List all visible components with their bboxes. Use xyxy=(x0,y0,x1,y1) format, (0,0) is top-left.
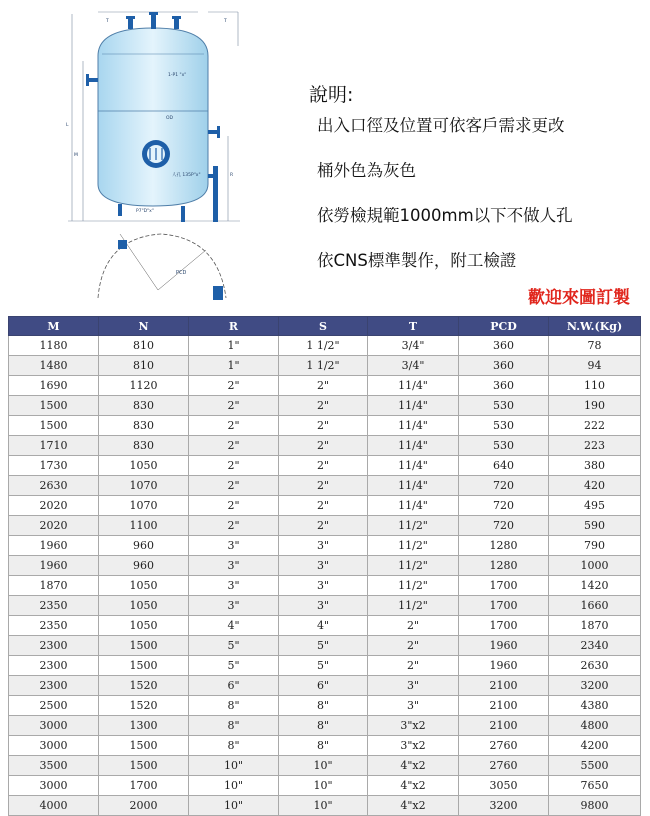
table-cell: 10" xyxy=(189,776,279,796)
table-row xyxy=(9,596,641,616)
table-cell: 720 xyxy=(459,496,549,516)
table-cell: 1480 xyxy=(9,356,99,376)
note-line: 依CNS標準製作，附工檢證 xyxy=(317,251,517,270)
table-cell: 2760 xyxy=(459,736,549,756)
table-cell: 4"x2 xyxy=(368,796,459,816)
table-cell: 223 xyxy=(549,436,641,456)
table-cell: 3" xyxy=(189,536,279,556)
table-cell: 790 xyxy=(549,536,641,556)
table-cell: 10" xyxy=(279,776,368,796)
table-cell: 1120 xyxy=(99,376,189,396)
pcd-label: PCD xyxy=(176,270,187,276)
table-cell: 11/4" xyxy=(368,476,459,496)
header-s: S xyxy=(279,317,368,336)
table-cell: 2000 xyxy=(99,796,189,816)
table-cell: 2" xyxy=(279,436,368,456)
table-cell: 2300 xyxy=(9,656,99,676)
table-cell: 1500 xyxy=(99,736,189,756)
table-cell: 11/4" xyxy=(368,496,459,516)
table-cell: 1500 xyxy=(9,396,99,416)
table-cell: 8" xyxy=(279,696,368,716)
table-cell: 1" xyxy=(189,336,279,356)
table-cell: 530 xyxy=(459,416,549,436)
table-cell: 3" xyxy=(279,556,368,576)
table-cell: 960 xyxy=(99,556,189,576)
table-cell: 1180 xyxy=(9,336,99,356)
table-cell: 1520 xyxy=(99,676,189,696)
table-cell: 2300 xyxy=(9,676,99,696)
foot-label: P7"D"x" xyxy=(136,209,154,214)
table-cell: 1280 xyxy=(459,536,549,556)
table-cell: 2100 xyxy=(459,676,549,696)
table-row xyxy=(9,696,641,716)
table-cell: 4380 xyxy=(549,696,641,716)
table-cell: 3200 xyxy=(459,796,549,816)
table-row xyxy=(9,556,641,576)
notes-panel xyxy=(305,80,635,293)
table-cell: 4"x2 xyxy=(368,756,459,776)
notes-title: 說明: xyxy=(309,84,354,106)
table-row xyxy=(9,616,641,636)
table-row xyxy=(9,636,641,656)
table-cell: 3500 xyxy=(9,756,99,776)
table-row xyxy=(9,576,641,596)
table-cell: 10" xyxy=(279,796,368,816)
table-cell: 1700 xyxy=(459,616,549,636)
table-cell: 3" xyxy=(368,676,459,696)
table-cell: 3" xyxy=(189,596,279,616)
table-cell: 2100 xyxy=(459,716,549,736)
table-cell: 3" xyxy=(368,696,459,716)
table-cell: 2" xyxy=(279,376,368,396)
table-cell: 2" xyxy=(368,656,459,676)
header-r: R xyxy=(189,317,279,336)
table-row xyxy=(9,536,641,556)
table-cell: 830 xyxy=(99,436,189,456)
table-cell: 1500 xyxy=(9,416,99,436)
table-cell: 110 xyxy=(549,376,641,396)
table-cell: 3" xyxy=(189,576,279,596)
table-row xyxy=(9,376,641,396)
dim-l-label: L xyxy=(66,123,69,128)
table-cell: 2" xyxy=(279,496,368,516)
table-row xyxy=(9,456,641,476)
table-cell: 360 xyxy=(459,356,549,376)
header-pcd: PCD xyxy=(459,317,549,336)
table-cell: 4" xyxy=(189,616,279,636)
table-cell: 94 xyxy=(549,356,641,376)
table-cell: 1070 xyxy=(99,496,189,516)
table-cell: 190 xyxy=(549,396,641,416)
table-cell: 1280 xyxy=(459,556,549,576)
table-row xyxy=(9,676,641,696)
table-cell: 3000 xyxy=(9,736,99,756)
table-cell: 10" xyxy=(189,796,279,816)
table-cell: 1 1/2" xyxy=(279,336,368,356)
table-cell: 2300 xyxy=(9,636,99,656)
table-cell: 1070 xyxy=(99,476,189,496)
table-cell: 3" xyxy=(279,576,368,596)
table-cell: 2" xyxy=(279,396,368,416)
table-cell: 530 xyxy=(459,436,549,456)
table-row xyxy=(9,796,641,816)
table-row xyxy=(9,416,641,436)
table-cell: 3200 xyxy=(549,676,641,696)
table-cell: 2630 xyxy=(549,656,641,676)
table-cell: 640 xyxy=(459,456,549,476)
table-cell: 3" xyxy=(279,596,368,616)
table-row xyxy=(9,776,641,796)
dim-t2-label: T xyxy=(224,19,227,24)
table-cell: 9800 xyxy=(549,796,641,816)
table-cell: 2" xyxy=(368,616,459,636)
table-row xyxy=(9,396,641,416)
table-cell: 5500 xyxy=(549,756,641,776)
table-cell: 2" xyxy=(189,416,279,436)
table-cell: 11/4" xyxy=(368,436,459,456)
table-cell: 830 xyxy=(99,416,189,436)
table-cell: 4000 xyxy=(9,796,99,816)
table-cell: 830 xyxy=(99,396,189,416)
note-line: 桶外色為灰色 xyxy=(317,161,416,180)
table-cell: 11/2" xyxy=(368,536,459,556)
table-cell: 1960 xyxy=(9,536,99,556)
table-cell: 1730 xyxy=(9,456,99,476)
table-cell: 2630 xyxy=(9,476,99,496)
table-cell: 380 xyxy=(549,456,641,476)
table-cell: 2" xyxy=(279,456,368,476)
table-row xyxy=(9,756,641,776)
table-cell: 8" xyxy=(189,716,279,736)
table-cell: 2350 xyxy=(9,596,99,616)
table-cell: 2" xyxy=(189,456,279,476)
table-cell: 2" xyxy=(279,416,368,436)
table-cell: 222 xyxy=(549,416,641,436)
table-cell: 1960 xyxy=(459,656,549,676)
table-cell: 8" xyxy=(189,696,279,716)
table-cell: 1520 xyxy=(99,696,189,716)
table-cell: 10" xyxy=(189,756,279,776)
table-cell: 810 xyxy=(99,356,189,376)
table-cell: 1100 xyxy=(99,516,189,536)
table-cell: 1870 xyxy=(549,616,641,636)
table-cell: 2020 xyxy=(9,496,99,516)
table-cell: 720 xyxy=(459,516,549,536)
table-cell: 11/2" xyxy=(368,596,459,616)
table-row xyxy=(9,716,641,736)
table-cell: 8" xyxy=(189,736,279,756)
table-cell: 8" xyxy=(279,736,368,756)
table-cell: 1500 xyxy=(99,656,189,676)
table-cell: 1500 xyxy=(99,756,189,776)
table-cell: 5" xyxy=(189,636,279,656)
table-cell: 6" xyxy=(189,676,279,696)
table-cell: 960 xyxy=(99,536,189,556)
table-cell: 1690 xyxy=(9,376,99,396)
table-row xyxy=(9,656,641,676)
table-cell: 1700 xyxy=(459,576,549,596)
table-cell: 2" xyxy=(189,476,279,496)
table-cell: 2" xyxy=(279,476,368,496)
header-t: T xyxy=(368,317,459,336)
table-cell: 530 xyxy=(459,396,549,416)
table-cell: 420 xyxy=(549,476,641,496)
table-row xyxy=(9,356,641,376)
table-cell: 11/4" xyxy=(368,456,459,476)
table-cell: 2340 xyxy=(549,636,641,656)
table-cell: 2" xyxy=(368,636,459,656)
table-cell: 360 xyxy=(459,376,549,396)
table-cell: 7650 xyxy=(549,776,641,796)
table-cell: 810 xyxy=(99,336,189,356)
table-cell: 11/2" xyxy=(368,516,459,536)
table-cell: 11/4" xyxy=(368,376,459,396)
table-cell: 1050 xyxy=(99,576,189,596)
table-cell: 1050 xyxy=(99,616,189,636)
table-cell: 5" xyxy=(279,656,368,676)
od-label: OD xyxy=(166,116,174,121)
table-cell: 2" xyxy=(189,496,279,516)
table-cell: 3"x2 xyxy=(368,716,459,736)
table-cell: 11/4" xyxy=(368,396,459,416)
table-cell: 1960 xyxy=(9,556,99,576)
table-header-row xyxy=(9,317,641,336)
note-line: 依勞檢規範1000mm以下不做人孔 xyxy=(317,206,573,225)
table-cell: 360 xyxy=(459,336,549,356)
table-cell: 4"x2 xyxy=(368,776,459,796)
dim-m-label: M xyxy=(74,153,78,158)
table-cell: 4200 xyxy=(549,736,641,756)
table-cell: 3" xyxy=(189,556,279,576)
table-cell: 1300 xyxy=(99,716,189,736)
dim-t1-label: T xyxy=(106,19,109,24)
table-cell: 2" xyxy=(189,436,279,456)
table-row xyxy=(9,516,641,536)
table-cell: 1710 xyxy=(9,436,99,456)
table-cell: 1660 xyxy=(549,596,641,616)
pressure-tank-drawing xyxy=(58,6,258,304)
table-cell: 78 xyxy=(549,336,641,356)
header-n: N xyxy=(99,317,189,336)
table-cell: 3050 xyxy=(459,776,549,796)
table-cell: 3" xyxy=(279,536,368,556)
table-cell: 495 xyxy=(549,496,641,516)
table-cell: 1420 xyxy=(549,576,641,596)
table-cell: 3"x2 xyxy=(368,736,459,756)
table-cell: 2" xyxy=(279,516,368,536)
table-cell: 2350 xyxy=(9,616,99,636)
table-cell: 1" xyxy=(189,356,279,376)
table-row xyxy=(9,436,641,456)
table-cell: 1700 xyxy=(459,596,549,616)
table-cell: 2" xyxy=(189,516,279,536)
table-cell: 2500 xyxy=(9,696,99,716)
table-row xyxy=(9,476,641,496)
table-row xyxy=(9,336,641,356)
table-cell: 1000 xyxy=(549,556,641,576)
table-row xyxy=(9,736,641,756)
table-cell: 5" xyxy=(279,636,368,656)
table-cell: 590 xyxy=(549,516,641,536)
table-cell: 4" xyxy=(279,616,368,636)
table-cell: 11/2" xyxy=(368,556,459,576)
table-cell: 10" xyxy=(279,756,368,776)
table-cell: 1700 xyxy=(99,776,189,796)
table-cell: 2760 xyxy=(459,756,549,776)
pipe-label: 1-P1 "x" xyxy=(168,73,187,78)
table-cell: 1960 xyxy=(459,636,549,656)
table-cell: 11/2" xyxy=(368,576,459,596)
table-cell: 1050 xyxy=(99,596,189,616)
table-cell: 3000 xyxy=(9,716,99,736)
table-cell: 2020 xyxy=(9,516,99,536)
table-cell: 2" xyxy=(189,376,279,396)
custom-order-banner: 歡迎來圖訂製 xyxy=(528,288,630,308)
dim-r-label: R xyxy=(230,173,234,178)
spec-table xyxy=(8,316,641,816)
table-cell: 1 1/2" xyxy=(279,356,368,376)
table-cell: 3000 xyxy=(9,776,99,796)
table-cell: 11/4" xyxy=(368,416,459,436)
table-cell: 720 xyxy=(459,476,549,496)
header-m: M xyxy=(9,317,99,336)
table-cell: 1500 xyxy=(99,636,189,656)
table-cell: 2" xyxy=(189,396,279,416)
table-cell: 1870 xyxy=(9,576,99,596)
manhole-label: 人孔 135P"x" xyxy=(172,173,201,178)
table-cell: 3/4" xyxy=(368,356,459,376)
note-line: 出入口徑及位置可依客戶需求更改 xyxy=(317,116,565,135)
table-cell: 5" xyxy=(189,656,279,676)
table-cell: 8" xyxy=(279,716,368,736)
table-cell: 6" xyxy=(279,676,368,696)
header-nw: N.W.(Kg) xyxy=(549,317,641,336)
table-cell: 4800 xyxy=(549,716,641,736)
table-cell: 3/4" xyxy=(368,336,459,356)
table-row xyxy=(9,496,641,516)
table-cell: 2100 xyxy=(459,696,549,716)
table-cell: 1050 xyxy=(99,456,189,476)
